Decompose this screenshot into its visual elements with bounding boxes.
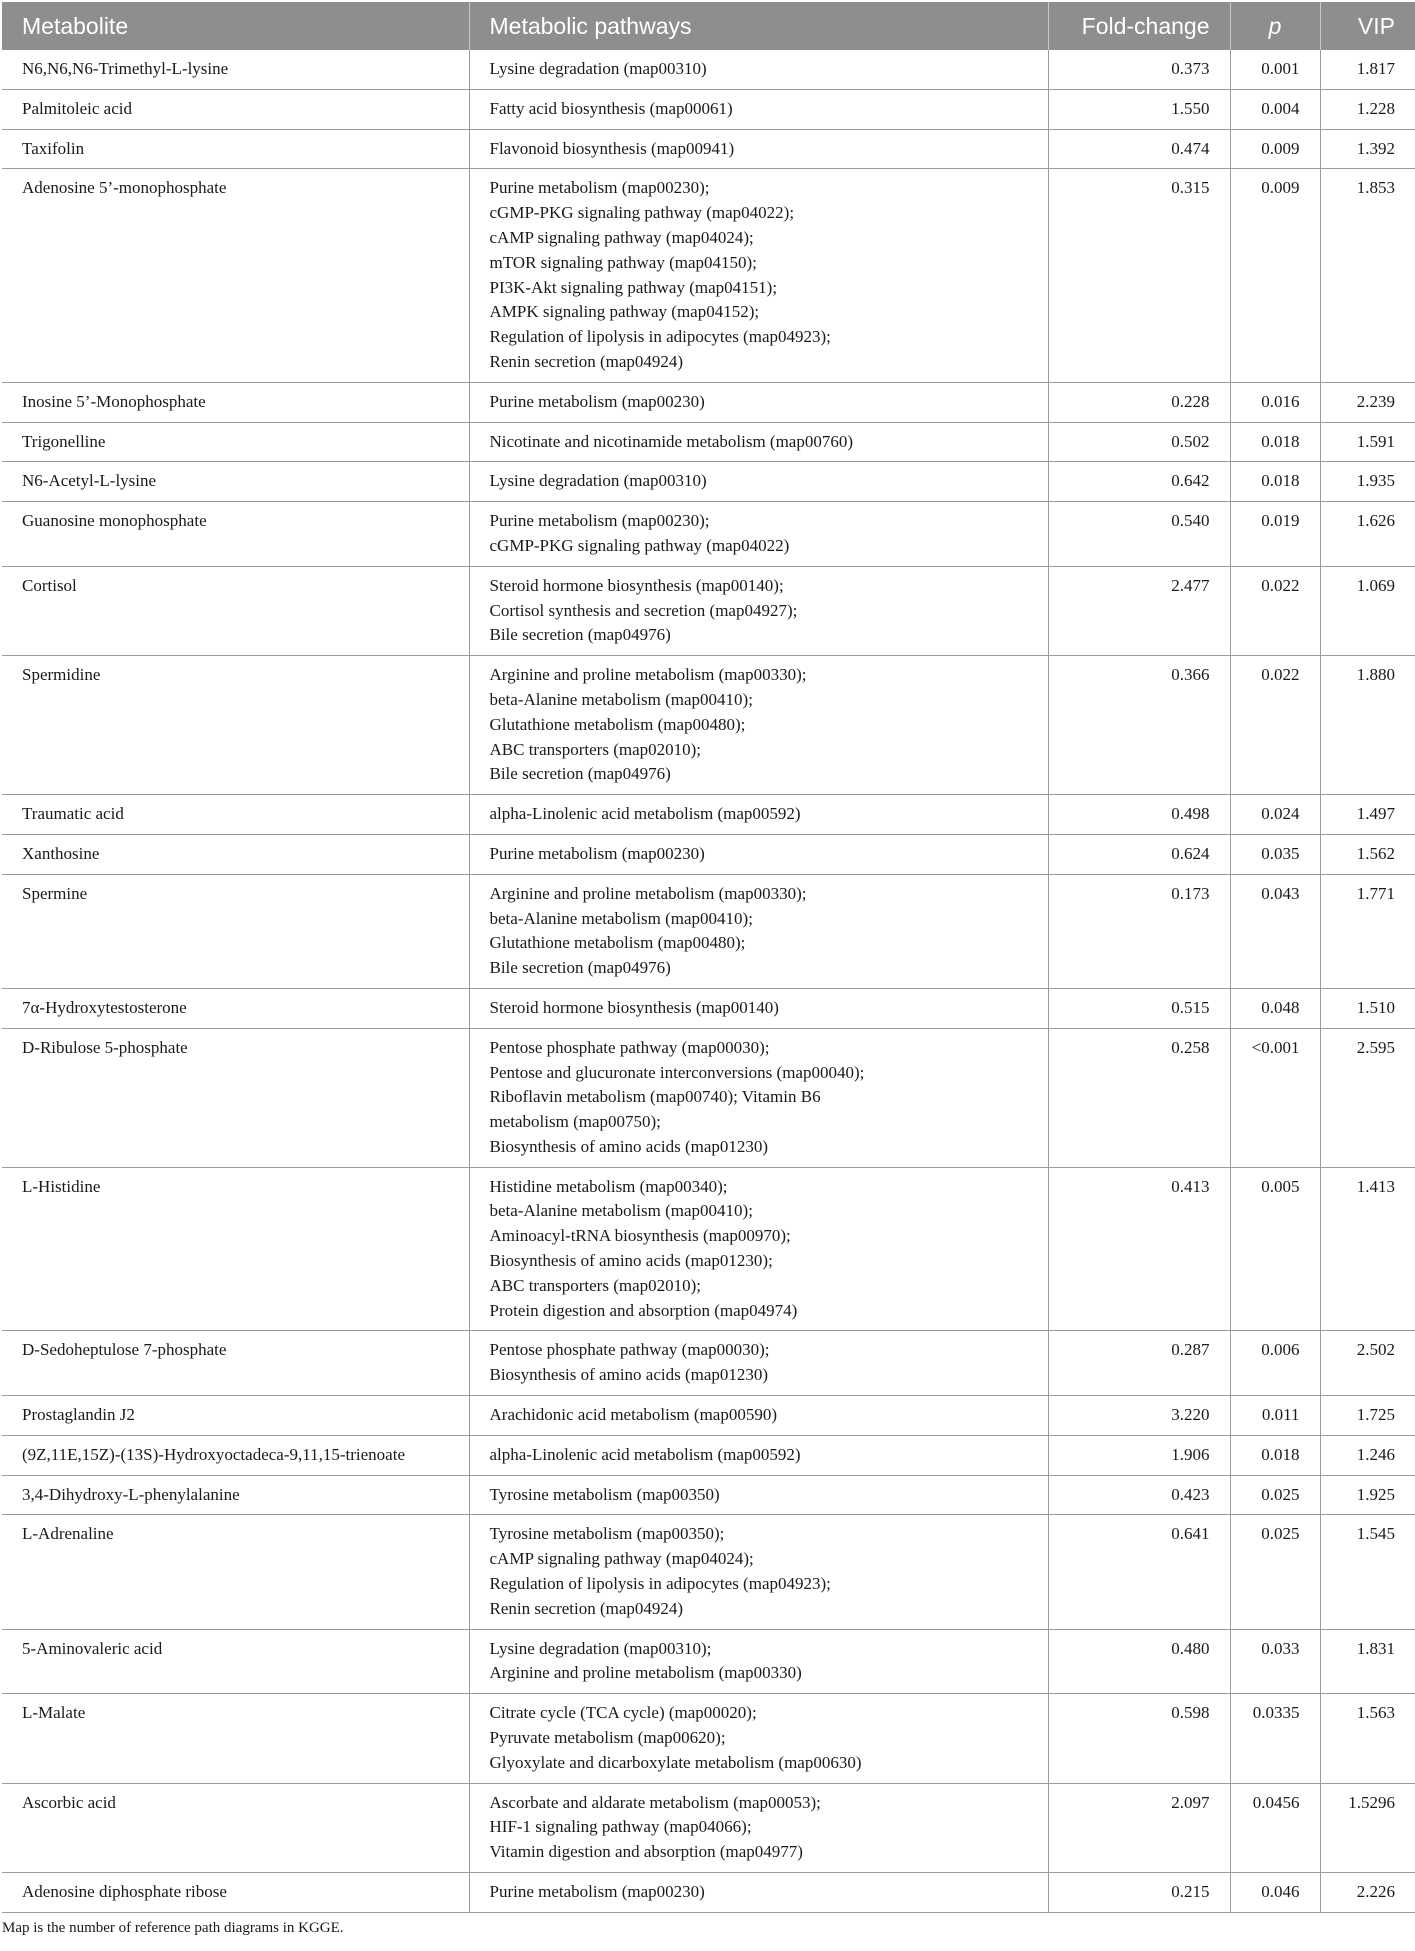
table-row [2,462,1415,502]
vip-cell: 1.626 [1320,502,1415,567]
p-value-cell: 0.025 [1230,1475,1320,1515]
pathway-line: Biosynthesis of amino acids (map01230); [489,1251,773,1271]
pathway-line: Glyoxylate and dicarboxylate metabolism (map00630) [489,1752,862,1772]
pathways-cell [469,1515,1048,1629]
pathway-line: alpha-Linolenic acid metabolism (map00592) [489,1444,801,1464]
p-value-cell: 0.006 [1230,1331,1320,1396]
metabolite-cell: Adenosine 5’-monophosphate [2,169,469,382]
metabolite-cell: Prostaglandin J2 [2,1396,469,1436]
pathway-line: Pentose and glucuronate interconversions (map00040); [489,1062,865,1082]
vip-cell: 2.226 [1320,1873,1415,1913]
metabolite-cell: Spermine [2,874,469,988]
pathways-cell [469,1396,1048,1436]
pathways-cell [469,129,1048,169]
p-value-cell: 0.035 [1230,834,1320,874]
pathway-line: Pentose phosphate pathway (map00030); [489,1037,770,1057]
table-row [2,50,1415,89]
table-header-row [2,2,1415,50]
pathway-line: Tyrosine metabolism (map00350) [489,1484,720,1504]
table-row [2,502,1415,567]
vip-cell: 1.725 [1320,1396,1415,1436]
vip-cell: 1.563 [1320,1694,1415,1783]
table-body [2,50,1415,1912]
pathway-line: Purine metabolism (map00230); [489,511,710,531]
vip-cell: 1.069 [1320,566,1415,655]
metabolite-cell: D-Sedoheptulose 7-phosphate [2,1331,469,1396]
pathways-cell [469,874,1048,988]
pathway-line: Renin secretion (map04924) [489,351,684,371]
table-row [2,1028,1415,1167]
table-row [2,795,1415,835]
pathway-line: Regulation of lipolysis in adipocytes (map04923); [489,1574,831,1594]
vip-cell: 1.831 [1320,1629,1415,1694]
pathway-line: Lysine degradation (map00310) [489,59,707,78]
fold-change-cell: 0.287 [1048,1331,1230,1396]
fold-change-cell: 3.220 [1048,1396,1230,1436]
pathway-line: Purine metabolism (map00230) [489,1882,705,1902]
p-value-cell: 0.018 [1230,1435,1320,1475]
pathway-line: Citrate cycle (TCA cycle) (map00020); [489,1703,757,1723]
vip-cell: 1.935 [1320,462,1415,502]
metabolite-cell: L-Adrenaline [2,1515,469,1629]
p-value-cell: 0.024 [1230,795,1320,835]
pathways-cell [469,169,1048,382]
pathways-cell [469,462,1048,502]
pathway-line: AMPK signaling pathway (map04152); [489,302,760,322]
pathways-cell [469,566,1048,655]
pathway-line: beta-Alanine metabolism (map00410); [489,689,753,709]
table-row [2,656,1415,795]
table-row [2,1515,1415,1629]
pathway-line: mTOR signaling pathway (map04150); [489,252,757,272]
pathway-line: Arginine and proline metabolism (map00330) [489,1663,802,1683]
p-value-cell: 0.046 [1230,1873,1320,1913]
metabolite-cell: Adenosine diphosphate ribose [2,1873,469,1913]
table-row [2,874,1415,988]
pathways-cell [469,422,1048,462]
p-value-cell: 0.025 [1230,1515,1320,1629]
pathways-cell [469,1629,1048,1694]
pathway-line: beta-Alanine metabolism (map00410); [489,1201,753,1221]
pathway-line: cAMP signaling pathway (map04024); [489,1549,754,1569]
p-value-cell: 0.016 [1230,382,1320,422]
pathway-line: Fatty acid biosynthesis (map00061) [489,98,733,118]
metabolite-cell: 5-Aminovaleric acid [2,1629,469,1694]
pathways-cell [469,1331,1048,1396]
fold-change-cell: 2.477 [1048,566,1230,655]
table-row [2,1783,1415,1872]
table-container [2,2,1415,1937]
vip-cell: 1.392 [1320,129,1415,169]
table-footnote: Map is the number of reference path diagrams in KGGE. [2,1919,344,1936]
pathways-cell [469,89,1048,129]
metabolite-cell: 7α-Hydroxytestosterone [2,988,469,1028]
fold-change-cell: 0.598 [1048,1694,1230,1783]
vip-cell: 1.5296 [1320,1783,1415,1872]
p-value-cell: 0.018 [1230,462,1320,502]
metabolite-cell: Spermidine [2,656,469,795]
pathway-line: Bile secretion (map04976) [489,958,671,978]
vip-cell: 1.545 [1320,1515,1415,1629]
fold-change-cell: 0.480 [1048,1629,1230,1694]
vip-cell: 2.239 [1320,382,1415,422]
metabolite-cell: Trigonelline [2,422,469,462]
pathway-line: Purine metabolism (map00230) [489,391,705,411]
pathway-line: Purine metabolism (map00230); [489,178,710,198]
metabolite-table [2,2,1415,1913]
pathway-line: Vitamin digestion and absorption (map04977) [489,1842,803,1862]
table-row [2,1331,1415,1396]
fold-change-cell: 0.474 [1048,129,1230,169]
vip-cell: 1.413 [1320,1167,1415,1331]
pathway-line: Aminoacyl-tRNA biosynthesis (map00970); [489,1226,791,1246]
pathways-cell [469,988,1048,1028]
pathways-cell [469,382,1048,422]
pathways-cell [469,1475,1048,1515]
header-p-value: p [1230,2,1320,50]
pathway-line: Regulation of lipolysis in adipocytes (map04923); [489,327,831,347]
pathway-line: Bile secretion (map04976) [489,764,671,784]
pathway-line: Tyrosine metabolism (map00350); [489,1524,725,1544]
pathways-cell [469,1167,1048,1331]
pathway-line: Steroid hormone biosynthesis (map00140); [489,575,784,595]
p-value-cell: 0.0335 [1230,1694,1320,1783]
pathway-line: ABC transporters (map02010); [489,739,702,759]
pathways-cell [469,1028,1048,1167]
fold-change-cell: 0.642 [1048,462,1230,502]
pathway-line: PI3K-Akt signaling pathway (map04151); [489,277,778,297]
vip-cell: 1.497 [1320,795,1415,835]
pathway-line: Protein digestion and absorption (map04974) [489,1300,798,1320]
fold-change-cell: 0.373 [1048,50,1230,89]
metabolite-cell: N6,N6,N6-Trimethyl-L-lysine [2,50,469,89]
metabolite-cell: 3,4-Dihydroxy-L-phenylalanine [2,1475,469,1515]
vip-cell: 1.228 [1320,89,1415,129]
fold-change-cell: 0.624 [1048,834,1230,874]
fold-change-cell: 0.258 [1048,1028,1230,1167]
pathways-cell [469,656,1048,795]
p-value-cell: 0.004 [1230,89,1320,129]
table-row [2,89,1415,129]
vip-cell: 1.246 [1320,1435,1415,1475]
pathway-line: Pyruvate metabolism (map00620); [489,1728,726,1748]
pathway-line: cGMP-PKG signaling pathway (map04022) [489,535,790,555]
metabolite-cell: Taxifolin [2,129,469,169]
p-value-cell: 0.005 [1230,1167,1320,1331]
pathway-line: Ascorbate and aldarate metabolism (map00053); [489,1792,821,1812]
metabolite-cell: Palmitoleic acid [2,89,469,129]
vip-cell: 1.853 [1320,169,1415,382]
metabolite-cell: Guanosine monophosphate [2,502,469,567]
fold-change-cell: 0.413 [1048,1167,1230,1331]
pathway-line: beta-Alanine metabolism (map00410); [489,908,753,928]
fold-change-cell: 2.097 [1048,1783,1230,1872]
fold-change-cell: 0.498 [1048,795,1230,835]
metabolite-cell: (9Z,11E,15Z)-(13S)-Hydroxyoctadeca-9,11,15-trienoate [2,1435,469,1475]
table-row [2,1435,1415,1475]
p-value-cell: 0.0456 [1230,1783,1320,1872]
p-value-cell: 0.022 [1230,566,1320,655]
pathway-line: Lysine degradation (map00310); [489,1638,712,1658]
pathway-line: alpha-Linolenic acid metabolism (map00592) [489,804,801,824]
table-row [2,1873,1415,1913]
fold-change-cell: 0.315 [1048,169,1230,382]
fold-change-cell: 0.228 [1048,382,1230,422]
metabolite-cell: Xanthosine [2,834,469,874]
pathway-line: Nicotinate and nicotinamide metabolism (map00760) [489,431,854,451]
pathway-line: cAMP signaling pathway (map04024); [489,227,754,247]
fold-change-cell: 0.502 [1048,422,1230,462]
metabolite-cell: Ascorbic acid [2,1783,469,1872]
pathways-cell [469,1694,1048,1783]
p-value-cell: 0.033 [1230,1629,1320,1694]
table-row [2,1475,1415,1515]
metabolite-cell: D-Ribulose 5-phosphate [2,1028,469,1167]
pathway-line: Flavonoid biosynthesis (map00941) [489,138,735,158]
pathway-line: Cortisol synthesis and secretion (map04927); [489,600,798,620]
vip-cell: 2.595 [1320,1028,1415,1167]
table-row [2,422,1415,462]
p-value-cell: 0.048 [1230,988,1320,1028]
pathways-cell [469,1783,1048,1872]
p-value-cell: 0.009 [1230,129,1320,169]
metabolite-cell: L-Malate [2,1694,469,1783]
pathway-line: Glutathione metabolism (map00480); [489,714,746,734]
pathway-line: HIF-1 signaling pathway (map04066); [489,1817,752,1837]
fold-change-cell: 0.366 [1048,656,1230,795]
pathway-line: Arachidonic acid metabolism (map00590) [489,1405,777,1425]
table-row [2,988,1415,1028]
vip-cell: 1.510 [1320,988,1415,1028]
pathway-line: metabolism (map00750); [489,1112,661,1132]
pathways-cell [469,795,1048,835]
pathway-line: ABC transporters (map02010); [489,1275,702,1295]
pathway-line: Bile secretion (map04976) [489,625,671,645]
metabolite-cell: Cortisol [2,566,469,655]
vip-cell: 2.502 [1320,1331,1415,1396]
p-value-cell: 0.011 [1230,1396,1320,1436]
pathway-line: Histidine metabolism (map00340); [489,1176,728,1196]
fold-change-cell: 0.215 [1048,1873,1230,1913]
fold-change-cell: 0.641 [1048,1515,1230,1629]
header-metabolic-pathways: Metabolic pathways [469,2,1048,50]
fold-change-cell: 0.423 [1048,1475,1230,1515]
fold-change-cell: 0.173 [1048,874,1230,988]
table-row [2,834,1415,874]
table-row [2,129,1415,169]
pathway-line: Steroid hormone biosynthesis (map00140) [489,997,779,1017]
pathway-line: Arginine and proline metabolism (map00330); [489,883,807,903]
p-value-cell: 0.009 [1230,169,1320,382]
pathway-line: Pentose phosphate pathway (map00030); [489,1340,770,1360]
pathway-line: Lysine degradation (map00310) [489,471,707,491]
p-value-cell: 0.001 [1230,50,1320,89]
metabolite-cell: Traumatic acid [2,795,469,835]
pathways-cell [469,834,1048,874]
header-metabolite: Metabolite [2,2,469,50]
header-vip: VIP [1320,2,1415,50]
pathways-cell [469,1873,1048,1913]
header-fold-change: Fold-change [1048,2,1230,50]
metabolite-cell: N6-Acetyl-L-lysine [2,462,469,502]
p-value-cell: 0.043 [1230,874,1320,988]
pathway-line: cGMP-PKG signaling pathway (map04022); [489,203,795,223]
p-value-cell: 0.022 [1230,656,1320,795]
pathway-line: Renin secretion (map04924) [489,1598,684,1618]
vip-cell: 1.771 [1320,874,1415,988]
p-value-cell: <0.001 [1230,1028,1320,1167]
table-row [2,382,1415,422]
table-row [2,1396,1415,1436]
metabolite-cell: Inosine 5’-Monophosphate [2,382,469,422]
vip-cell: 1.880 [1320,656,1415,795]
p-value-cell: 0.019 [1230,502,1320,567]
pathway-line: Biosynthesis of amino acids (map01230) [489,1136,769,1156]
table-row [2,566,1415,655]
pathway-line: Riboflavin metabolism (map00740); Vitamin B6 [489,1087,821,1107]
pathway-line: Purine metabolism (map00230) [489,843,705,863]
fold-change-cell: 0.515 [1048,988,1230,1028]
pathway-line: Arginine and proline metabolism (map00330); [489,665,807,685]
pathways-cell [469,50,1048,89]
fold-change-cell: 1.550 [1048,89,1230,129]
vip-cell: 1.817 [1320,50,1415,89]
metabolite-cell: L-Histidine [2,1167,469,1331]
fold-change-cell: 0.540 [1048,502,1230,567]
table-row [2,169,1415,382]
table-row [2,1629,1415,1694]
pathway-line: Glutathione metabolism (map00480); [489,933,746,953]
p-value-cell: 0.018 [1230,422,1320,462]
pathways-cell [469,502,1048,567]
table-row [2,1167,1415,1331]
vip-cell: 1.925 [1320,1475,1415,1515]
fold-change-cell: 1.906 [1048,1435,1230,1475]
pathway-line: Biosynthesis of amino acids (map01230) [489,1365,769,1385]
vip-cell: 1.591 [1320,422,1415,462]
pathways-cell [469,1435,1048,1475]
table-row [2,1694,1415,1783]
vip-cell: 1.562 [1320,834,1415,874]
